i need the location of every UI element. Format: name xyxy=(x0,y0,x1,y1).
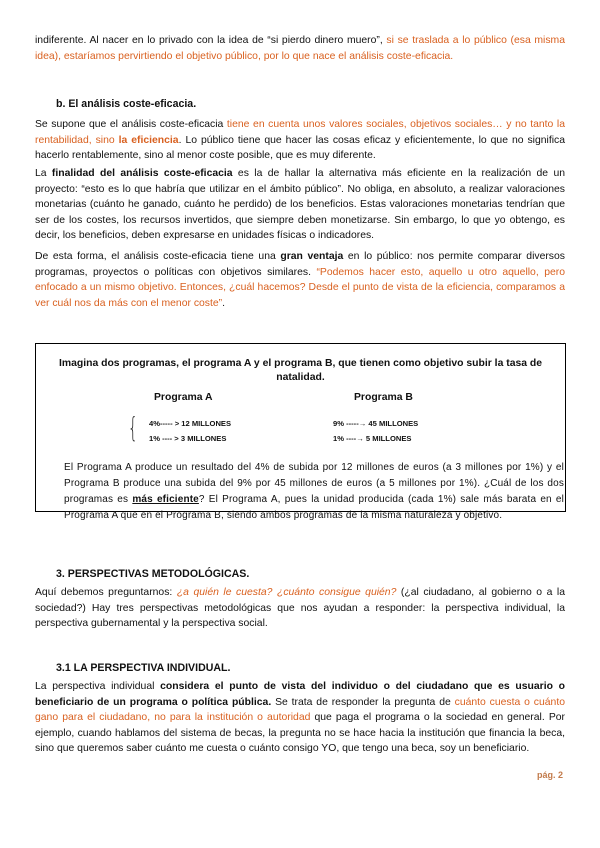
page-number: pág. 2 xyxy=(536,770,563,780)
program-b-label: Programa B xyxy=(354,392,413,403)
p4-text-c: (¿al ciudadano, al gobierno o a la sociedad?) Hay tres perspectivas metodológicas que nos ayudan a responder: la perspectiva individual, la perspectiva gubernamental y la perspectiva social. xyxy=(35,587,565,629)
p3-bold: gran ventaja xyxy=(280,251,344,262)
program-a-label: Programa A xyxy=(154,392,213,403)
example-box xyxy=(35,343,566,521)
program-a-row-2: 1% ---- > 3 MILLONES xyxy=(149,434,227,443)
paragraph-4 xyxy=(35,585,565,632)
p2-text-c: es la de hallar la alternativa más eficiente en la realización de un proyecto: “esto es lo que habría que utilizar en el ámbito público”. No obliga, en absoluto, a realizar valoraciones monetarias (cuánto he ganado, cuánto he perdido) de los beneficios. Estas valoraciones monetarias tendrían que ser de los costes, los recursos invertidos, que siempre deben monetizarse. Sin embargo, lo que yo obtengo, es decir, los beneficios, deben expresarse en unidades físicas o indicadores. xyxy=(35,168,565,241)
paragraph-3 xyxy=(35,249,565,311)
intro-paragraph xyxy=(35,33,565,64)
p3-quote: “Podemos hacer esto, aquello u otro aquello, pero enfocado a un mismo objetivo. Entonces, ¿cuál hacemos? Desde el punto de vista de la eficiencia, comparamos a ver cuál nos da más con el menor coste” xyxy=(35,266,565,309)
p2-bold: finalidad del análisis coste-eficacia xyxy=(51,168,233,179)
program-a-row-1: 4%----- > 12 MILLONES xyxy=(149,419,232,428)
program-b-row-2: 1% ----→ 5 MILLONES xyxy=(333,434,412,443)
p3-text-e: . xyxy=(222,297,226,309)
p4-italic-question: ¿a quién le cuesta? ¿cuánto consigue quién? xyxy=(176,587,397,598)
p5-bold: considera el punto de vista del individuo o del ciudadano que es usuario o beneficiario de un programa o política pública. xyxy=(35,681,565,708)
p4-text-a: Aquí debemos preguntarnos: xyxy=(35,587,177,598)
example-title: Imagina dos programas, el programa A y el programa B, que tienen como objetivo subir la tasa de natalidad. xyxy=(58,358,543,383)
p1-text-d: . Lo público tiene que hacer las cosas eficaz y eficientemente, lo que no significa hacerlo rentablemente, sino al menor coste posible, que es muy diferente. xyxy=(35,134,565,161)
p2-text-a: La xyxy=(35,168,52,179)
example-text-c: ? El Programa A, pues la unidad producida (cada 1%) sale más barata en el Programa A que en el Programa B, siendo ambos programas de la misma naturaleza y objetivo. xyxy=(64,494,564,521)
p3-text-a: De esta forma, el análisis coste-eficacia tiene una xyxy=(35,251,281,262)
p5-text-c: Se trata de responder la pregunta de xyxy=(271,696,455,708)
example-text-a: El Programa A produce un resultado del 4% de subida por 12 millones de euros (a 3 millones por 1%) y el Programa B produce una subida del 9% por 45 millones de euros (a 5 millones por 1%). ¿Cuál de los dos programas es xyxy=(64,462,564,505)
intro-text: indiferente. Al nacer en lo privado con la idea de “si pierdo dinero muero”, xyxy=(35,35,387,46)
brace-icon: { xyxy=(128,411,138,444)
p5-text-e: que paga el programa o la sociedad en general. Por ejemplo, cuando hablamos del sistema de becas, la pregunta no se hace hacia la institución que financia la beca, sino que queremos saber cuánto me cuesta o cuánto consigo YO, que tengo una beca, soy un beneficiario. xyxy=(35,712,565,754)
p5-text-a: La perspectiva individual xyxy=(35,681,161,692)
section-heading-b: b. El análisis coste-eficacia. xyxy=(56,98,197,110)
p1-bold-highlight: la eficiencia xyxy=(118,134,179,146)
paragraph-2 xyxy=(35,166,565,244)
section-heading-3: 3. PERSPECTIVAS METODOLÓGICAS. xyxy=(56,568,250,580)
p1-text-a: Se supone que el análisis coste-eficacia xyxy=(35,119,227,130)
p3-text-c: en lo público: nos permite comparar diversos programas, proyectos o políticas con objetivos similares. xyxy=(35,251,565,278)
program-b-row-1: 9% -----→ 45 MILLONES xyxy=(333,419,419,428)
paragraph-1 xyxy=(35,117,565,164)
p1-highlight: tiene en cuenta unos valores sociales, objetivos sociales… y no tanto la rentabilidad, sino xyxy=(35,119,565,146)
example-bold: más eficiente xyxy=(132,494,199,505)
p5-highlight: cuánto cuesta o cuánto gano para el ciudadano, no para la institución o autoridad xyxy=(35,696,565,723)
example-text xyxy=(64,460,564,524)
paragraph-5 xyxy=(35,679,565,757)
section-heading-3-1: 3.1 LA PERSPECTIVA INDIVIDUAL. xyxy=(56,662,231,674)
intro-highlight: si se traslada a lo público (esa misma idea), estaríamos pervirtiendo el objetivo público, por lo que nace el análisis coste-eficacia. xyxy=(35,35,565,62)
